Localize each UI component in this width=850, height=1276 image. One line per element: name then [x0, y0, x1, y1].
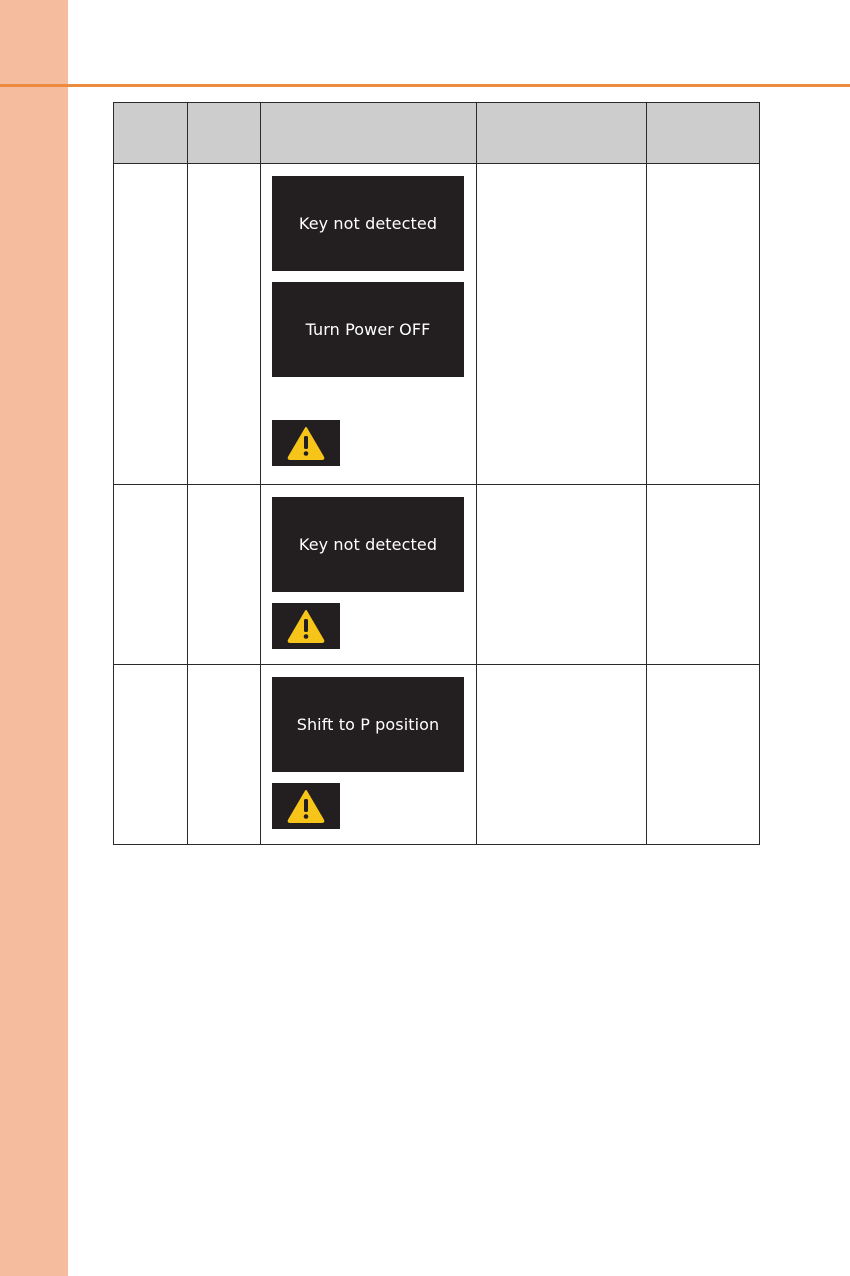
table-cell — [188, 164, 261, 485]
display-cell — [261, 164, 477, 485]
table-cell — [114, 665, 188, 845]
header-cell — [114, 103, 188, 164]
table-cell — [647, 164, 760, 485]
header-cell — [477, 103, 647, 164]
header-cell — [647, 103, 760, 164]
display-message: Key not detected — [272, 176, 464, 271]
table-cell — [477, 164, 647, 485]
table-row — [114, 164, 760, 485]
table-cell — [188, 665, 261, 845]
display-message: Shift to P position — [272, 677, 464, 772]
table-cell — [114, 485, 188, 665]
header-cell — [188, 103, 261, 164]
table-header-row — [114, 103, 760, 164]
table-cell — [188, 485, 261, 665]
top-rule — [0, 84, 850, 87]
display-cell — [261, 665, 477, 845]
warning-message-table — [113, 102, 760, 845]
warning-indicator — [272, 420, 340, 466]
table-row — [114, 485, 760, 665]
display-message: Key not detected — [272, 497, 464, 592]
display-cell — [261, 485, 477, 665]
warning-triangle-icon — [287, 789, 325, 823]
header-cell — [261, 103, 477, 164]
warning-triangle-icon — [287, 609, 325, 643]
table-cell — [647, 665, 760, 845]
warning-triangle-icon — [287, 426, 325, 460]
table-cell — [647, 485, 760, 665]
side-strip — [0, 0, 68, 1276]
table-row — [114, 665, 760, 845]
display-message: Turn Power OFF — [272, 282, 464, 377]
warning-indicator — [272, 783, 340, 829]
warning-indicator — [272, 603, 340, 649]
table-cell — [114, 164, 188, 485]
table-cell — [477, 485, 647, 665]
table-cell — [477, 665, 647, 845]
